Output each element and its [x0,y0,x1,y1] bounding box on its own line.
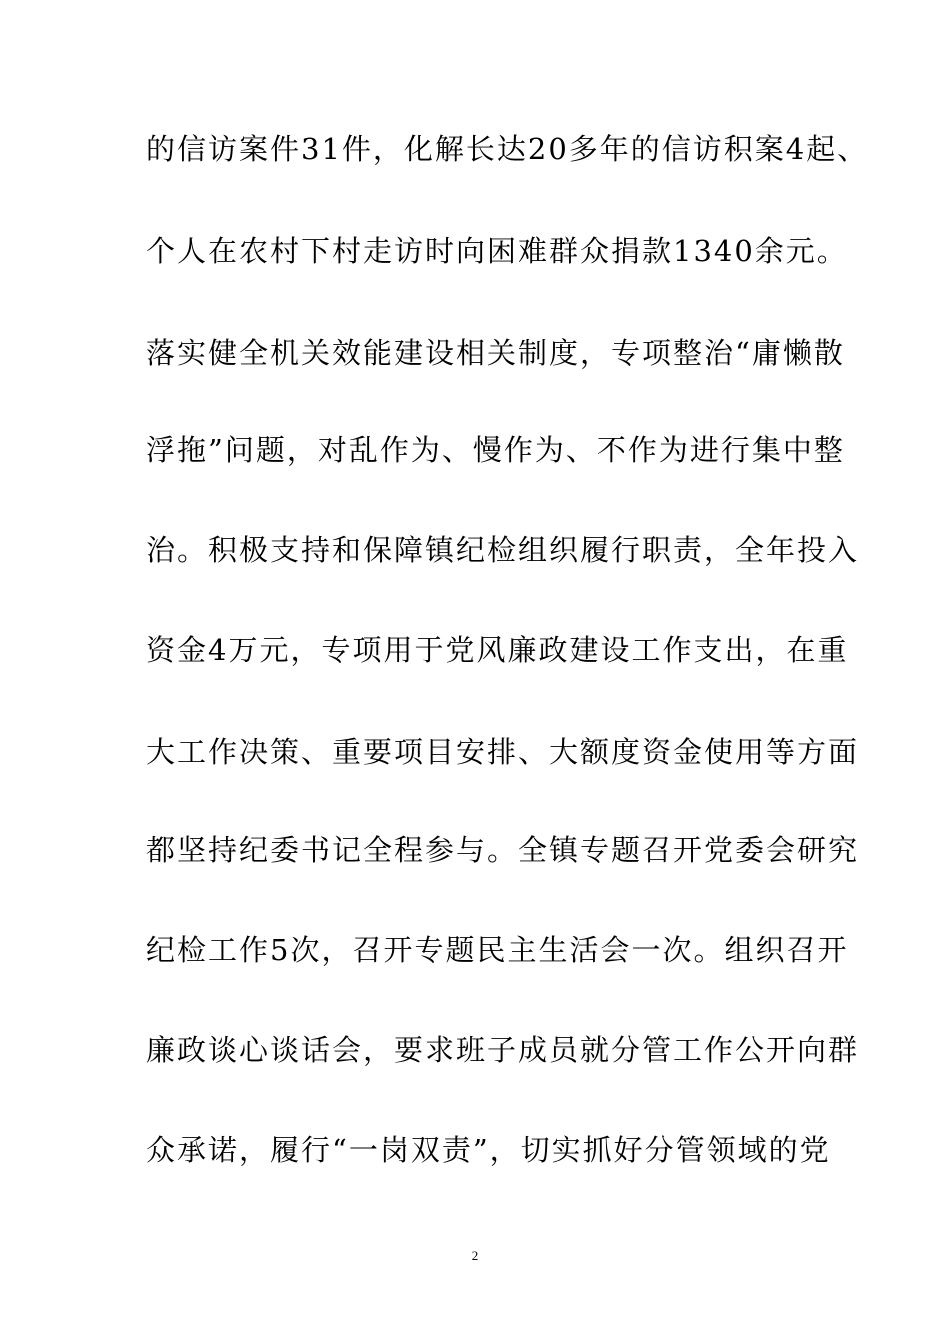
body-text-line: 个人在农村下村走访时向困难群众捐款1340余元。 [146,234,848,268]
body-text-line: 浮拖”问题，对乱作为、慢作为、不作为进行集中整 [146,433,845,467]
body-text-line: 的信访案件31件，化解长达20多年的信访积案4起、 [146,132,869,166]
page-number: 2 [471,1248,479,1263]
body-text-line: 都坚持纪委书记全程参与。全镇专题召开党委会研究 [146,833,860,867]
body-text-line: 落实健全机关效能建设相关制度，专项整治“庸懒散 [146,336,845,370]
body-text-line: 纪检工作5次，召开专题民主生活会一次。组织召开 [146,933,849,967]
body-text-line: 治。积极支持和保障镇纪检组织履行职责，全年投入 [146,533,860,567]
body-text-line: 大工作决策、重要项目安排、大额度资金使用等方面 [146,735,860,769]
body-text-line: 众承诺，履行“一岗双责”，切实抓好分管领域的党 [146,1133,831,1167]
body-text-line: 廉政谈心谈话会，要求班子成员就分管工作公开向群 [146,1033,860,1067]
body-text-line: 资金4万元，专项用于党风廉政建设工作支出，在重 [146,633,849,667]
